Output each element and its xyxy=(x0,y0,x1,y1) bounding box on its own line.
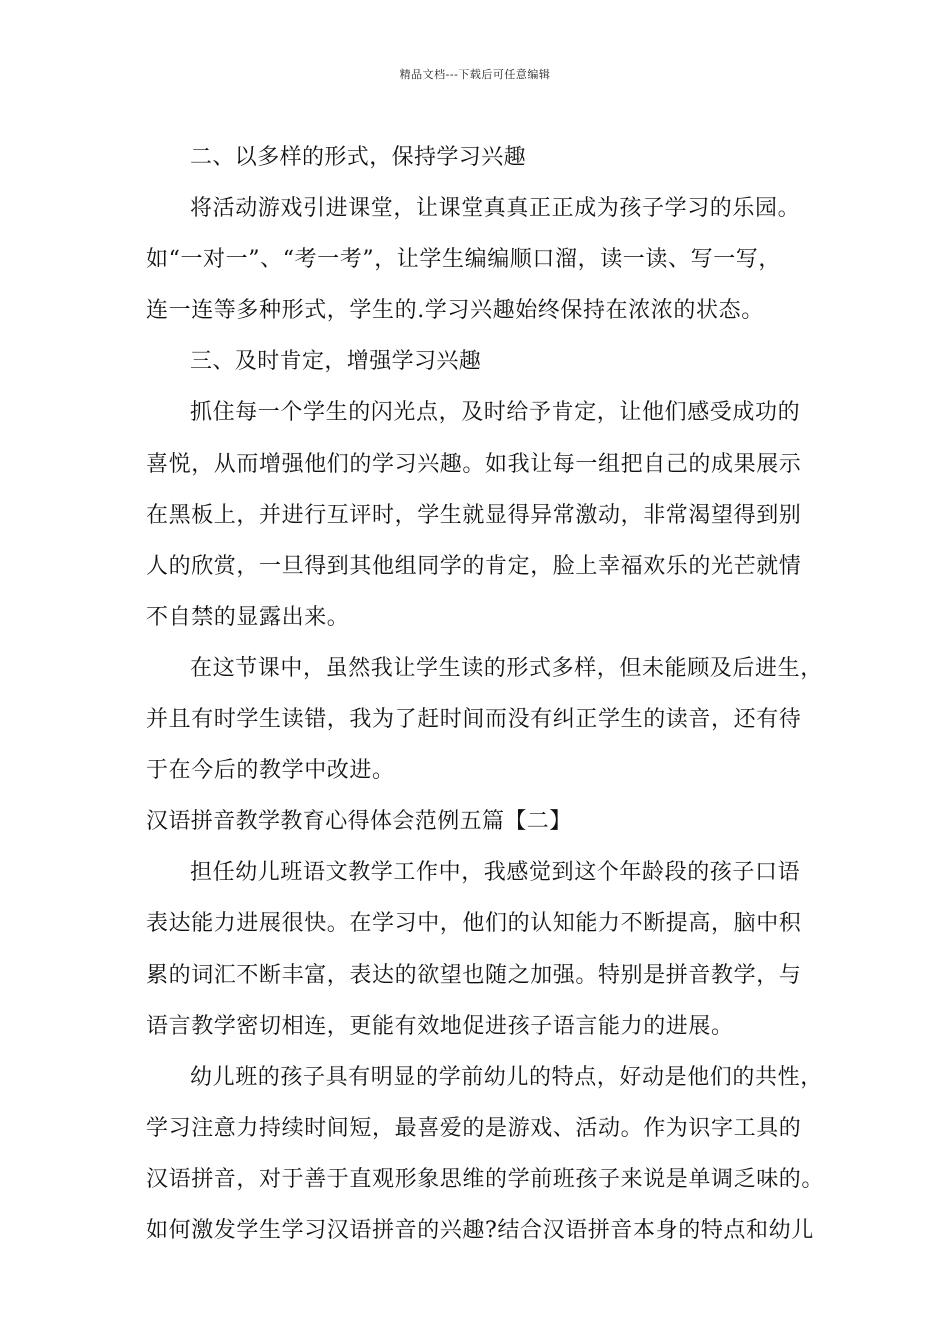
paragraph-line: 表达能力进展很快。在学习中，他们的认知能力不断提高，脑中积 xyxy=(146,911,802,937)
page-header: 精品文档---下载后可任意编辑 xyxy=(399,68,551,81)
paragraph-line: 喜悦，从而增强他们的学习兴趣。如我让每一组把自己的成果展示 xyxy=(146,451,802,477)
paragraph-line: 于在今后的教学中改进。 xyxy=(146,758,395,784)
paragraph-line: 语言教学密切相连，更能有效地促进孩子语言能力的进展。 xyxy=(146,1013,734,1039)
paragraph-line: 汉语拼音，对于善于直观形象思维的学前班孩子来说是单调乏味的。 xyxy=(146,1166,825,1192)
paragraph-line: 人的欣赏，一旦得到其他组同学的肯定，脸上幸福欢乐的光芒就情 xyxy=(146,553,802,579)
paragraph-line: 幼儿班的孩子具有明显的学前幼儿的特点，好动是他们的共性， xyxy=(190,1064,823,1090)
paragraph-line: 在黑板上，并进行互评时，学生就显得异常激动，非常渴望得到别 xyxy=(146,502,802,528)
paragraph-line: 并且有时学生读错，我为了赶时间而没有纠正学生的读音，还有待 xyxy=(146,707,802,733)
paragraph-line: 在这节课中，虽然我让学生读的形式多样，但未能顾及后进生， xyxy=(190,655,823,681)
section-heading: 三、及时肯定，增强学习兴趣 xyxy=(190,349,482,375)
paragraph-line: 抓住每一个学生的闪光点，及时给予肯定，让他们感受成功的 xyxy=(190,400,801,426)
paragraph-line: 将活动游戏引进课堂，让课堂真真正正成为孩子学习的乐园。 xyxy=(190,196,801,222)
paragraph-line: 连一连等多种形式，学生的.学习兴趣始终保持在浓浓的状态。 xyxy=(146,298,764,324)
paragraph-line: 学习注意力持续时间短，最喜爱的是游戏、活动。作为识字工具的 xyxy=(146,1115,802,1141)
paragraph-line: 如“一对一”、“考一考”，让学生编编顺口溜，读一读、写一写， xyxy=(146,247,781,273)
section-heading: 二、以多样的形式，保持学习兴趣 xyxy=(190,145,527,170)
document-body xyxy=(146,132,826,1256)
paragraph-line: 如何激发学生学习汉语拼音的兴趣?结合汉语拼音本身的特点和幼儿 xyxy=(146,1217,814,1243)
paragraph-line: 不自禁的显露出来。 xyxy=(146,604,350,630)
paragraph-line: 累的词汇不断丰富，表达的欲望也随之加强。特别是拼音教学，与 xyxy=(146,962,802,988)
paragraph-line: 担任幼儿班语文教学工作中，我感觉到这个年龄段的孩子口语 xyxy=(190,860,801,886)
article-title: 汉语拼音教学教育心得体会范例五篇【二】 xyxy=(146,809,572,835)
